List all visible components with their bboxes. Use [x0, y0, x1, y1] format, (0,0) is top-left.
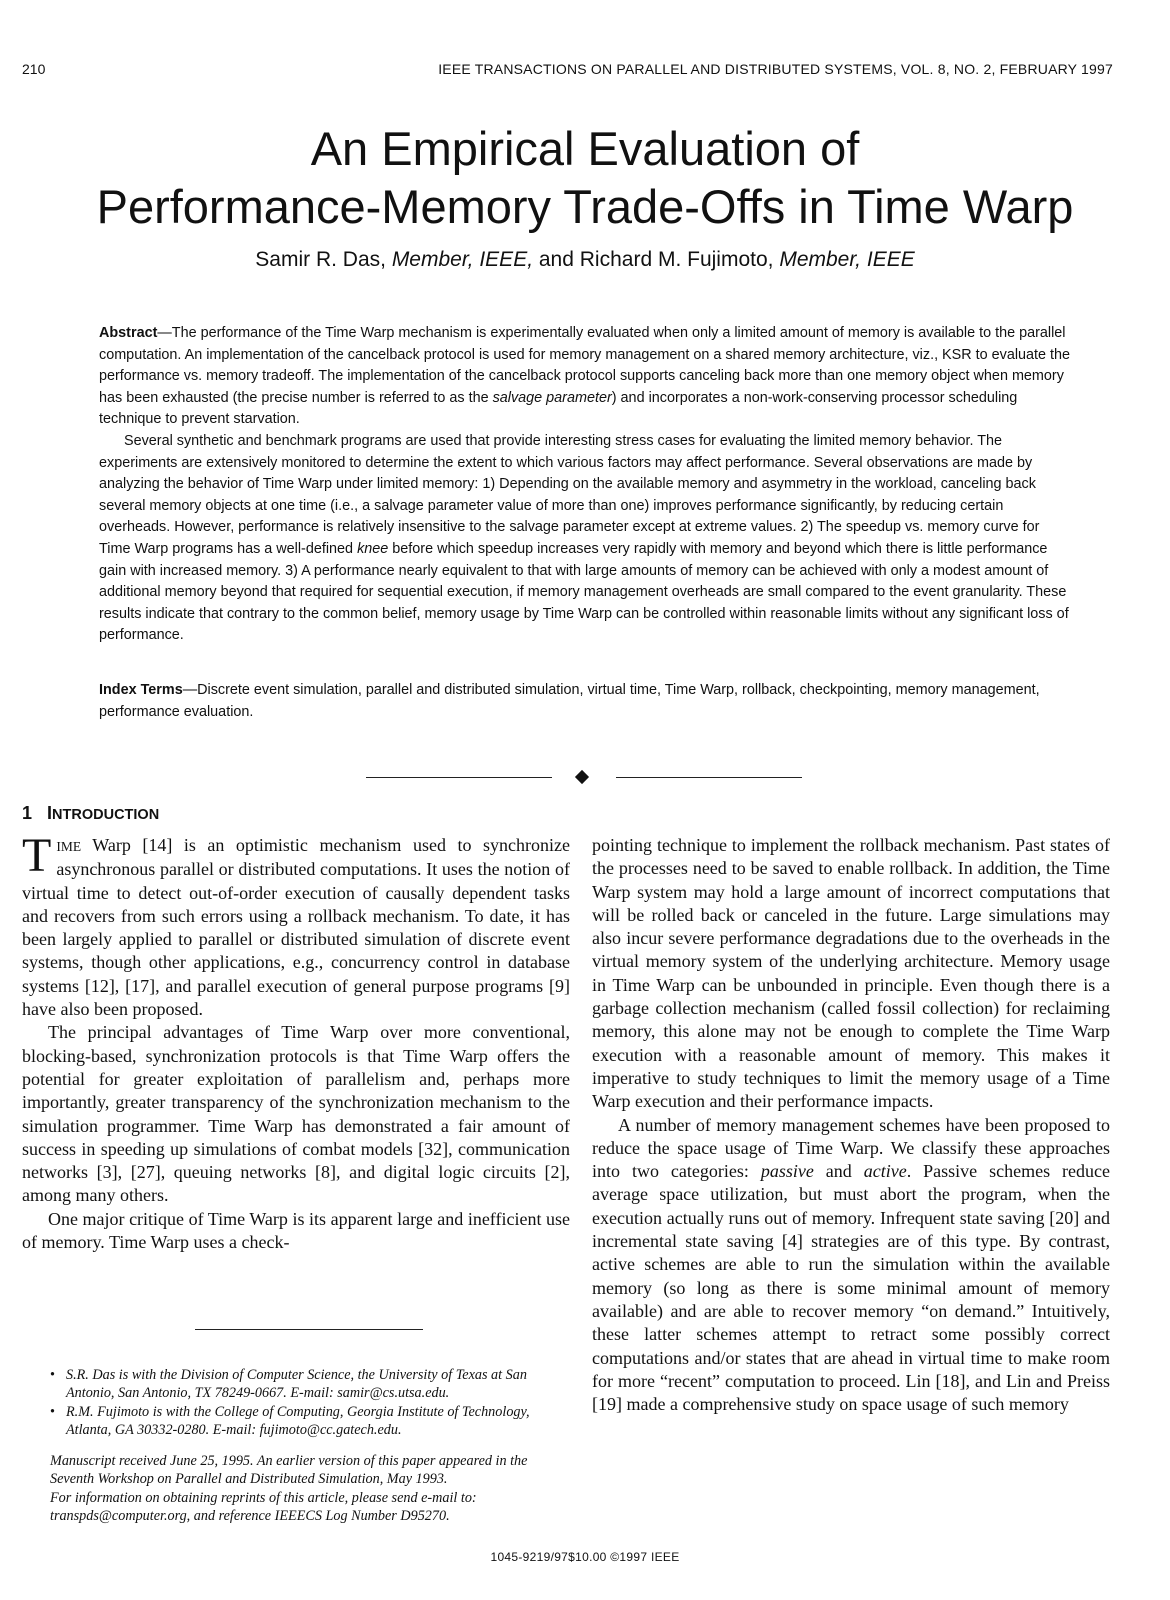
abstract-emphasis: salvage parameter	[492, 389, 612, 406]
abstract-text: Several synthetic and benchmark programs are used that provide interesting stress cases for evaluating the limited memory behavior. The experiments are extensively monitored to determine the extent to which various factors may affect performance. Several observations are made by analyzing the behavior of Time Warp under limited memory: 1) Depending on the available memory and asymmetry in the workload, canceling back several memory objects at one time (i.e., a salvage parameter value of more than one) improves performance significantly, by reducing certain overheads. However, performance is relatively insensitive to the salvage parameter except at extreme values. 2) The speedup vs. memory curve for Time Warp programs has a well-defined	[99, 432, 1040, 557]
abstract-text: —The performance of the Time Warp mechanism is experimentally evaluated when only a limited amount of memory is available to the parallel computation. An implementation of the cancelback protocol is used for memory management on a shared memory architecture, viz., KSR to evaluate the performance vs. memory tradeoff. The implementation of the cancelback protocol supports canceling back more than one memory object when memory has been exhausted (the precise number is referred to as the	[99, 325, 1071, 406]
abstract-text: ) and incorporates a non-work-conserving processor scheduling technique to prevent starvation.	[99, 389, 1018, 428]
reprint-info: For information on obtaining reprints of this article, please send e-mail to: transpds@computer.org, and reference IEEECS Log Number D95270.	[50, 1489, 477, 1525]
small-caps-text: IME	[56, 839, 82, 854]
body-text: . Passive schemes reduce average space utilization, but must abort the program, when the execution actually runs out of memory. Infrequent state saving [20] and incremental state saving [4] strategies are of this type. By contrast, active schemes are able to run the simulation within the available memory (so long as there is some minimal amount of memory available) and are able to recover memory “on demand.” Intuitively, these latter schemes attempt to retract some possibly correct computations and/or states that are ahead in virtual time to make room for more “recent” computation to proceed. Lin [18], and Lin and Preiss [19] made a comprehensive study on space usage of such memory	[592, 1161, 1110, 1415]
footnote-text: R.M. Fujimoto is with the College of Computing, Georgia Institute of Technology, Atlanta, GA 30332-0280. E-mail: fujimoto@cc.gatech.edu.	[66, 1403, 530, 1439]
abstract-paragraph-2	[99, 431, 1071, 647]
manuscript-note	[50, 1452, 570, 1526]
author-1: Samir R. Das,	[255, 248, 386, 271]
author-2-role: Member, IEEE	[779, 248, 915, 271]
author-line	[0, 248, 1170, 272]
separator-line-left	[366, 777, 552, 778]
abstract-paragraph-1	[99, 323, 1071, 431]
abstract-text: before which speedup increases very rapidly with memory and beyond which there is little performance gain with increased memory. 3) A performance nearly equivalent to that with large amounts of memory can be achieved with only a modest amount of additional memory beyond that required for sequential execution, if memory management overheads are small compared to the event granularity. These results indicate that contrary to the common belief, memory usage by Time Warp can be controlled within reasonable limits without any significant loss of performance.	[99, 540, 1069, 644]
index-terms	[99, 680, 1071, 723]
body-column-right	[592, 834, 1110, 1416]
manuscript-received: Manuscript received June 25, 1995. An earlier version of this paper appeared in the Seventh Workshop on Parallel and Distributed Simulation, May 1993.	[50, 1453, 528, 1488]
index-terms-label: Index Terms	[99, 682, 183, 698]
footnote-item	[50, 1403, 570, 1440]
footnote-item	[50, 1366, 570, 1403]
diamond-icon	[575, 770, 589, 784]
author-footnotes	[50, 1366, 570, 1440]
footnote-rule	[195, 1329, 423, 1330]
body-paragraph	[22, 829, 570, 1021]
body-text: and	[825, 1161, 852, 1182]
abstract-emphasis: knee	[357, 540, 389, 557]
journal-name: IEEE TRANSACTIONS ON PARALLEL AND DISTRIBUTED SYSTEMS, VOL. 8, NO. 2, FEBRUARY 1997	[438, 61, 1113, 77]
section-title-initial: I	[47, 803, 53, 823]
author-2: Richard M. Fujimoto,	[579, 248, 774, 271]
section-heading	[22, 803, 159, 824]
body-paragraph: One major critique of Time Warp is its apparent large and inefficient use of memory. Time Warp uses a check-	[22, 1208, 570, 1253]
author-conjunction: and	[538, 248, 574, 271]
body-text: A number of memory management schemes have been proposed to reduce the space usage of Time Warp. We classify these approaches into two categories:	[592, 1114, 1110, 1182]
drop-cap: T	[22, 829, 52, 882]
copyright-line: 1045-9219/97$10.00 ©1997 IEEE	[490, 1550, 680, 1564]
body-column-left	[22, 829, 570, 1254]
body-paragraph: pointing technique to implement the rollback mechanism. Past states of the processes need to be saved to enable rollback. In addition, the Time Warp system may hold a large amount of incorrect computations that will be rolled back or canceled in the future. Large simulations may also incur severe performance degradations due to the overheads in the virtual memory system of the underlying architecture. Memory usage in Time Warp can be unbounded in principle. Even though there is a garbage collection mechanism (called fossil collection) for reclaiming memory, this alone may not be enough to complete the Time Warp execution with a reasonable amount of memory. This makes it imperative to study techniques to limit the memory usage of a Time Warp execution and their performance impacts.	[592, 835, 1110, 1112]
body-paragraph	[592, 1114, 1110, 1417]
bullet-icon: •	[50, 1403, 55, 1420]
author-1-role: Member, IEEE,	[391, 248, 534, 271]
abstract-label: Abstract	[99, 325, 158, 341]
section-separator	[366, 771, 802, 785]
index-terms-text: —Discrete event simulation, parallel and distributed simulation, virtual time, Time Warp, rollback, checkpointing, memory management, performance evaluation.	[99, 682, 1040, 720]
bullet-icon: •	[50, 1367, 55, 1383]
section-title-rest: NTRODUCTION	[52, 807, 160, 823]
title-line-1: An Empirical Evaluation of	[310, 122, 860, 175]
abstract	[99, 323, 1071, 647]
body-text: Warp [14] is an optimistic mechanism used to synchronize asynchronous parallel or distributed computations. It uses the notion of virtual time to detect out-of-order execution of causally dependent tasks and recovers from such errors using a rollback mechanism. To date, it has been largely applied to parallel or distributed simulation of discrete event systems, though other applications, e.g., concurrency control in database systems [12], [17], and parallel execution of general purpose programs [9] have also been proposed.	[22, 835, 570, 1020]
paper-title	[0, 120, 1170, 236]
footnote-text: S.R. Das is with the Division of Computer Science, the University of Texas at San Antonio, San Antonio, TX 78249-0667. E-mail: samir@cs.utsa.edu.	[66, 1367, 527, 1402]
page-number: 210	[22, 61, 46, 77]
body-paragraph: The principal advantages of Time Warp over more conventional, blocking-based, synchronization protocols is that Time Warp offers the potential for greater exploitation of parallelism and, perhaps more importantly, greater transparency of the synchronization mechanism to the simulation programmer. Time Warp has demonstrated a fair amount of success in speeding up simulations of combat models [32], communication networks [3], [27], queuing networks [8], and digital logic circuits [2], among many others.	[22, 1022, 570, 1206]
section-number: 1	[22, 803, 33, 823]
body-emphasis: active	[863, 1161, 907, 1182]
title-line-2: Performance-Memory Trade-Offs in Time Warp	[96, 180, 1074, 233]
separator-line-right	[616, 777, 802, 778]
body-emphasis: passive	[760, 1161, 814, 1182]
